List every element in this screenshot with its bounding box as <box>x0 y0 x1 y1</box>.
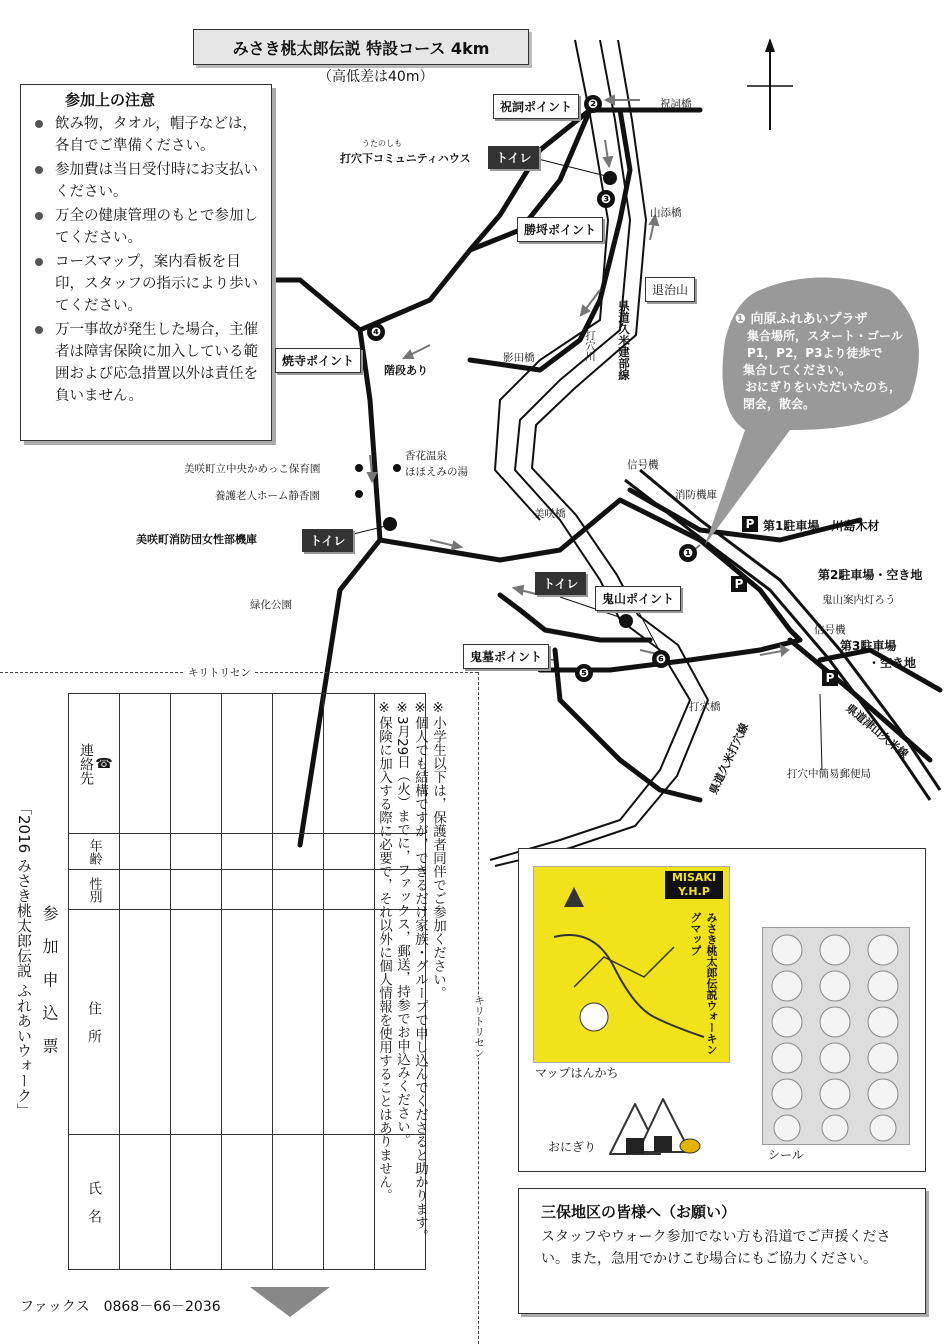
form-cell[interactable] <box>273 694 324 834</box>
place-post-office: 打穴中簡易郵便局 <box>787 768 871 780</box>
application-table <box>68 693 426 1270</box>
bubble-line: 集合場所，スタート・ゴール <box>747 329 903 343</box>
place-norito-bashi: 祝詞橋 <box>660 98 692 110</box>
form-cell[interactable] <box>171 1135 222 1270</box>
road-kenmin: 県道津山久米線 <box>843 701 911 761</box>
appeal-box <box>518 1188 926 1314</box>
place-kageta-bashi: 影田橋 <box>503 352 535 364</box>
note-item: ※保険に加入する際に必要で，それ以外に個人情報を使用することはありません。 <box>376 700 392 1202</box>
point-number-6: ❻ <box>652 650 670 668</box>
road-bottom: 県道久米打穴線 <box>706 721 752 797</box>
form-cell[interactable] <box>120 1135 171 1270</box>
point-number-3: ❸ <box>597 190 615 208</box>
form-cell[interactable] <box>324 694 375 834</box>
form-cell[interactable] <box>324 1135 375 1270</box>
form-cell[interactable] <box>273 870 324 910</box>
fax-arrow-icon <box>250 1285 330 1319</box>
notice-box <box>20 84 272 441</box>
place-utanoshimo: 打穴下コミュニティハウス <box>340 152 471 165</box>
form-cell[interactable] <box>171 834 222 870</box>
sticker-sheet-image <box>762 927 910 1145</box>
header-sex-label: 性別 <box>86 876 102 903</box>
road-kumenan: 県道久米建部線 <box>617 300 631 381</box>
bubble-line: おにぎりをいただいたのち， <box>745 380 902 394</box>
place-shouboukiko: 消防機庫 <box>675 489 717 501</box>
header-sex <box>69 870 120 910</box>
point-number-5: ❺ <box>575 664 593 682</box>
cut-label: キリトリセン <box>185 665 254 680</box>
parking-icon: P <box>742 516 758 532</box>
form-cell[interactable] <box>324 870 375 910</box>
place-shingouki-1: 信号機 <box>627 459 659 471</box>
bubble-title: ❶ 向原ふれあいプラザ <box>735 312 868 327</box>
place-hoikuen: 美咲町立中央かめっこ保育園 <box>184 463 321 475</box>
place-parking-3: 第3駐車場 <box>840 639 897 653</box>
place-oniyama-light: 鬼山案内灯ろう <box>822 594 896 606</box>
place-tanaigawa: 打穴川 <box>584 330 596 362</box>
form-cell[interactable] <box>222 834 273 870</box>
toilet-label: トイレ <box>488 146 539 169</box>
toilet-label: トイレ <box>535 572 586 595</box>
form-cell[interactable] <box>171 694 222 834</box>
notice-list <box>21 113 271 407</box>
notice-heading: 参加上の注意 <box>65 91 156 109</box>
header-address <box>69 910 120 1135</box>
header-contact <box>69 694 120 834</box>
note-item: ※3月29日（火）までに，ファックス，郵送，持参でお申込みください。 <box>394 700 410 1147</box>
place-hohoemi: ほほえみの湯 <box>405 466 468 478</box>
place-shingouki-2: 信号機 <box>814 624 846 636</box>
form-subtitle: 参 加 申 込 票 <box>40 905 59 1060</box>
place-taiji-yama: 退治山 <box>645 277 695 302</box>
parking-icon: P <box>731 576 747 592</box>
map-handkerchief-title: みさき桃太郎伝説ウォーキングマップ <box>689 912 718 1055</box>
place-parking-3b: ・空き地 <box>868 656 917 670</box>
header-age <box>69 834 120 870</box>
page-title: みさき桃太郎伝説 特設コース 4km <box>193 29 529 65</box>
bubble-line: 集合してください。 <box>743 363 852 377</box>
parking-icon: P <box>822 670 838 686</box>
form-cell[interactable] <box>171 910 222 1135</box>
form-notes <box>375 700 447 1310</box>
fax-number: ファックス 0868－66－2036 <box>20 1299 221 1315</box>
form-cell[interactable] <box>324 910 375 1135</box>
header-age-label: 年齢 <box>86 838 102 865</box>
map-logo-line1: MISAKI <box>671 871 717 884</box>
onigiri-image <box>590 1094 710 1164</box>
header-contact-label: 連絡先 <box>78 742 94 785</box>
note-item: ※小学生以下は，保護者同伴でご参加ください。 <box>430 700 446 1000</box>
form-cell[interactable] <box>273 910 324 1135</box>
point-label-oniyama: 鬼山ポイント <box>595 586 681 611</box>
form-cell[interactable] <box>222 694 273 834</box>
form-cell[interactable] <box>171 870 222 910</box>
form-cell[interactable] <box>120 910 171 1135</box>
appeal-body: スタッフやウォーク参加でない方も沿道でご声援ください。また，急用でかけこむ場合にもご協力ください。 <box>541 1229 891 1267</box>
note-item: ※個人でも結構ですが，できるだけ家族・グループで申し込んでくださると助かります。 <box>412 700 428 1243</box>
place-parking-2: 第2駐車場・空き地 <box>818 568 923 582</box>
point-number-1: ❶ <box>679 544 697 562</box>
point-label-yakidera: 焼寺ポイント <box>275 348 361 373</box>
header-name <box>69 1135 120 1270</box>
place-kaidan: 階段あり <box>384 364 428 377</box>
bubble-line: P1，P2，P3より徒歩で <box>747 346 883 360</box>
form-title: 「2016 みさき桃太郎伝説 ふれあいウォーク」 <box>15 800 33 1118</box>
form-cell[interactable] <box>324 834 375 870</box>
point-number-2: ❷ <box>584 95 602 113</box>
form-cell[interactable] <box>120 870 171 910</box>
place-kouka-onsen: 香花温泉 <box>405 450 447 462</box>
point-number-4: ❹ <box>367 323 385 341</box>
appeal-heading: 三保地区の皆様へ（お願い） <box>541 1203 737 1221</box>
place-shoubou-josei: 美咲町消防団女性部機庫 <box>136 533 257 546</box>
list-item: 飲み物，タオル，帽子などは，各自でご準備ください。 <box>31 113 263 157</box>
place-roujin: 養護老人ホーム静香園 <box>215 490 320 502</box>
map-logo-line2: Y.H.P <box>678 885 710 898</box>
place-parking-1: 第1駐車場 川島木材 <box>763 519 880 533</box>
form-cell[interactable] <box>273 834 324 870</box>
place-misaki-bashi: 美咲橋 <box>534 508 566 520</box>
place-utanoshimo-ruby: うたのしも <box>362 139 402 148</box>
form-cell[interactable] <box>120 694 171 834</box>
phone-icon: ☎ <box>96 755 112 772</box>
map-caption: マップはんかち <box>535 1066 619 1080</box>
place-tanai-bashi: 打穴橋 <box>689 701 721 713</box>
map-handkerchief-image <box>533 866 730 1063</box>
point-label-onihaka: 鬼墓ポイント <box>463 644 549 669</box>
list-item: コースマップ，案内看板を目印，スタッフの指示により歩いてください。 <box>31 251 263 317</box>
place-ryokuka: 緑化公園 <box>250 599 292 611</box>
point-label-shoyuu: 勝埒ポイント <box>517 217 603 242</box>
list-item: 万全の健康管理のもとで参加してください。 <box>31 205 263 249</box>
point-label-shukuwa: 祝詞ポイント <box>493 94 579 119</box>
sticker-grid <box>763 928 909 1144</box>
header-name-label: 氏 名 <box>86 1181 102 1223</box>
toilet-label: トイレ <box>302 529 353 552</box>
form-cell[interactable] <box>222 910 273 1135</box>
form-cell[interactable] <box>273 1135 324 1270</box>
form-cell[interactable] <box>222 1135 273 1270</box>
list-item: 参加費は当日受付時にお支払いください。 <box>31 159 263 203</box>
list-item: 万一事故が発生した場合，主催者は障害保険に加入している範囲および応急措置以外は責任を負いません。 <box>31 319 263 407</box>
rice-caption: おにぎり <box>548 1140 597 1154</box>
form-cell[interactable] <box>222 870 273 910</box>
elevation-note: （高低差は40m） <box>318 69 434 85</box>
place-yamazoe-bashi: 山添橋 <box>650 207 682 219</box>
cut-label-vertical: キリトリセン <box>473 995 485 1058</box>
form-cell[interactable] <box>120 834 171 870</box>
bubble-line: 閉会，散会。 <box>743 397 816 411</box>
sticker-caption: シール <box>768 1148 804 1162</box>
start-goal-bubble <box>735 311 925 413</box>
header-address-label: 住 所 <box>86 1001 102 1043</box>
